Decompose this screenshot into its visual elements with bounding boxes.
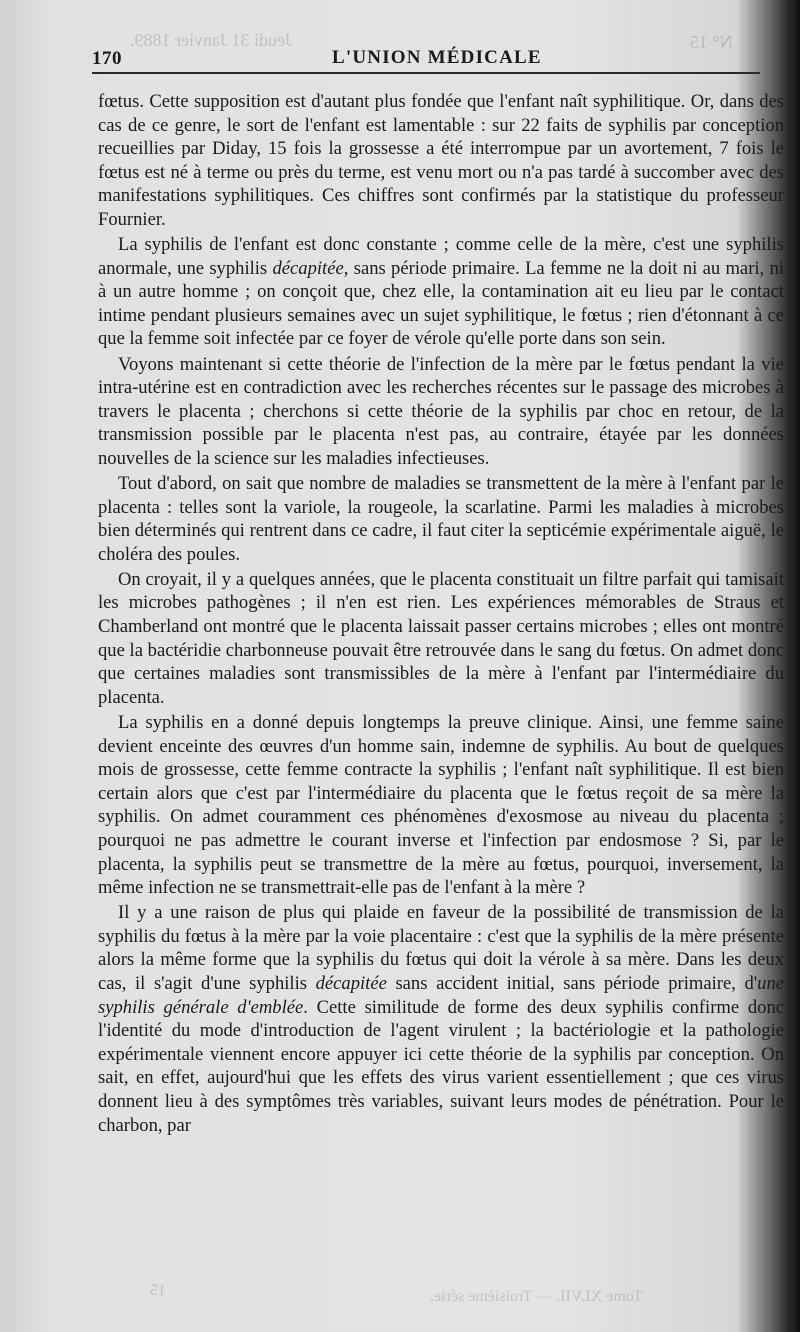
emphasis-text: une syphilis générale d'emblée (98, 972, 784, 1018)
paragraph-text: Tout d'abord, on sait que nombre de maladies se transmettent de la mère à l'enfant par le placenta : telles sont la variole, la rougeole, la scarlatine. Parmi les maladies à microbes bien déterminés qui rentrent dans ce cadre, il faut citer la septicémie expérimentale aiguë, le choléra des poules. (98, 473, 784, 565)
page-edge-shadow (784, 0, 800, 1332)
paragraph-text: La syphilis en a donné depuis longtemps la preuve clinique. Ainsi, une femme saine devient enceinte des œuvres d'un homme sain, indemne de syphilis. Au bout de quelques mois de grossesse, cette femme contracte la syphilis ; l'enfant naît syphilitique. Il est bien certain alors que c'est par l'intermédiaire du placenta que le fœtus reçoit de sa mère la syphilis. On admet couramment ces phénomènes d'exosmose au niveau du placenta ; pourquoi ne pas admettre le courant inverse et l'infection par endosmose ? Si, par le placenta, la syphilis peut se transmettre de la mère au fœtus, pourquoi, inversement, la même infection ne se transmettrait-elle pas de l'enfant à la mère ? (98, 711, 784, 899)
emphasis-text: décapitée (272, 257, 344, 279)
paragraph-3 (98, 353, 784, 471)
bleed-through-text-top-right: N° 15 (690, 32, 733, 52)
article-body (98, 90, 784, 1137)
paragraph-text: , sans période primaire. La femme ne la doit ni au mari, ni à un autre homme ; on conçoit que, chez elle, la contamination ait eu lieu par le contact intime pendant plusieurs semaines avec un sujet syphilitique, le fœtus ; rien d'étonnant à ce que la femme soit infectée par ce foyer de vérole qu'elle porte dans son sein. (98, 257, 784, 350)
paragraph-2 (98, 233, 784, 351)
paragraph-text: sans accident initial, sans période primaire, d' (386, 972, 758, 994)
bleed-through-text-bottom-left: 15 (150, 1282, 166, 1299)
paragraph-text: Il y a une raison de plus qui plaide en faveur de la possibilité de transmission de la syphilis du fœtus à la mère par la voie placentaire : c'est que la syphilis de la mère présente alors la même forme que la syphilis du fœtus qui doit la vérole à sa mère. Dans les deux cas, il s'agit d'une syphilis (98, 902, 784, 994)
page-number: 170 (92, 48, 122, 69)
paragraph-6 (98, 711, 784, 900)
bleed-through-text-top: Jeudi 31 Janvier 1889. (130, 30, 292, 50)
paragraph-text: On croyait, il y a quelques années, que le placenta constituait un filtre parfait qui tamisait les microbes pathogènes ; il n'en est rien. Les expériences mémorables de Straus et Chamberland ont montré que le placenta laissait passer certains microbes ; elles ont montré que la bactéridie charbonneuse pouvait être retrouvée dans le sang du fœtus. On admet donc que certaines maladies sont transmissibles de la mère à l'enfant par l'intermédiaire du placenta. (98, 568, 784, 708)
paragraph-text: fœtus. Cette supposition est d'autant plus fondée que l'enfant naît syphilitique. Or, dans des cas de ce genre, le sort de l'enfant est lamentable : sur 22 faits de syphilis par conception recueillies par Diday, 15 fois la grossesse a été interrompue par un avortement, 7 fois le fœtus est né à terme ou près du terme, est venu mort ou n'a pas tardé à succomber avec des manifestations syphilitiques. Ces chiffres sont confirmés par la statistique du professeur Fournier. (98, 91, 784, 230)
paragraph-text: Voyons maintenant si cette théorie de l'infection de la mère par le fœtus pendant la vie intra-utérine est en contradiction avec les recherches récentes sur le passage des microbes à travers le placenta ; cherchons si cette théorie de la syphilis par choc en retour, de la transmission possible par le placenta n'est pas, au contraire, étayée par les données nouvelles de la science sur les maladies infectieuses. (98, 353, 784, 469)
paragraph-4 (98, 472, 784, 566)
paragraph-1 (98, 90, 784, 232)
paragraph-text: . Cette similitude de forme des deux syphilis confirme donc l'identité du mode d'introduction de l'agent virulent ; la bactériologie et la pathologie expérimentale viennent encore appuyer ici cette théorie de la syphilis par conception. On sait, en effet, aujourd'hui que les effets des virus varient essentiellement ; que ces virus donnent lieu à des symptômes très variables, suivant leurs modes de pénétration. Pour le charbon, par (98, 996, 784, 1136)
bleed-through-text-bottom: Tome XLVII. — Troisième série. (430, 1288, 643, 1305)
paragraph-7 (98, 901, 784, 1137)
page-header (92, 42, 757, 72)
running-title: L'UNION MÉDICALE (332, 47, 542, 68)
header-rule (92, 72, 760, 74)
paragraph-5 (98, 568, 784, 710)
paragraph-text: La syphilis de l'enfant est donc constante ; comme celle de la mère, c'est une syphilis anormale, une syphilis (98, 234, 784, 279)
emphasis-text: décapitée (315, 972, 387, 994)
